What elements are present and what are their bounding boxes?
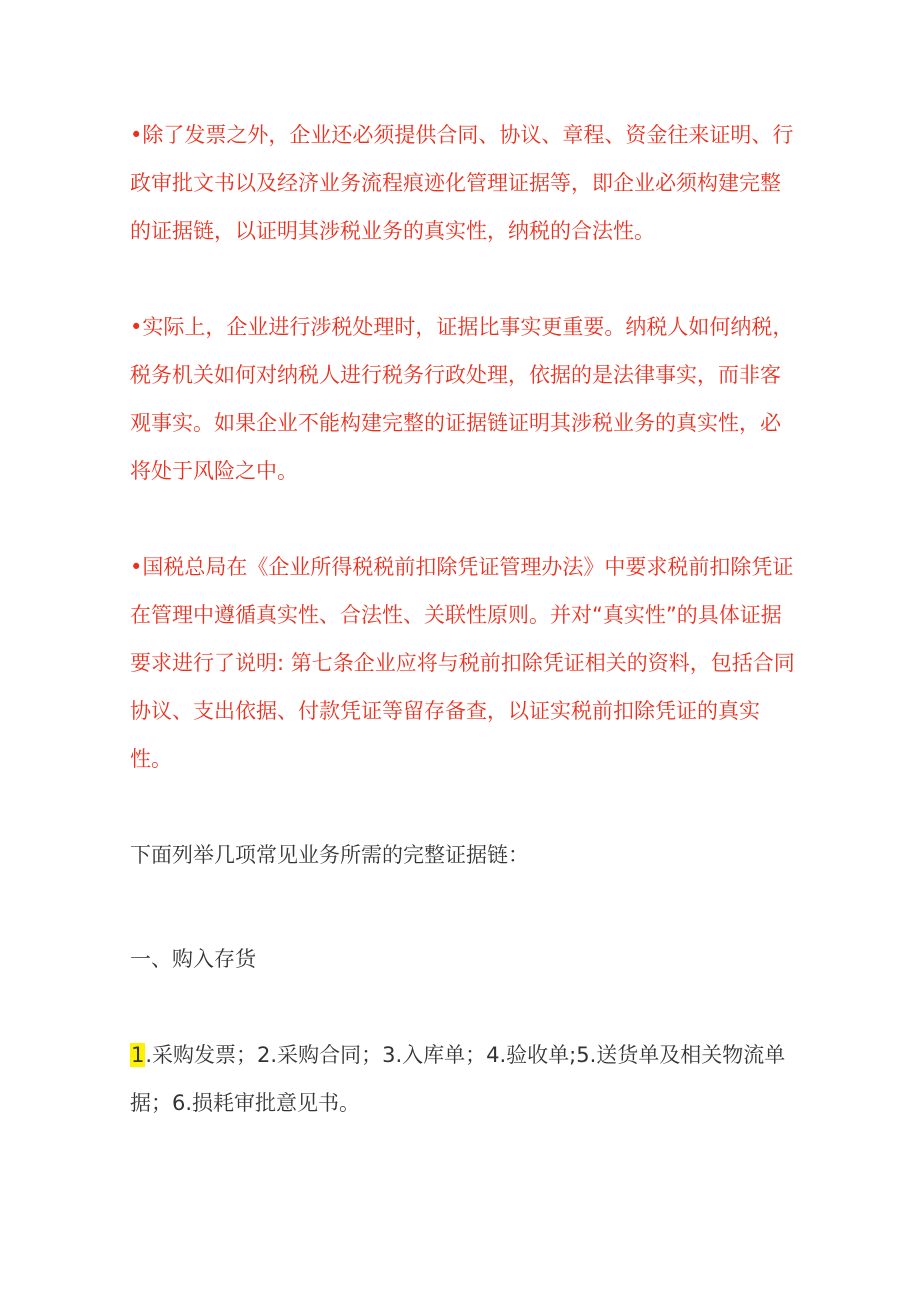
highlighted-number: 1 <box>131 1043 145 1067</box>
paragraph-legal-facts: •实际上，企业进行涉税处理时，证据比事实更重要。纳税人如何纳税，税务机关如何对纳税人进行税务行政处理，依据的是法律事实，而非客观事实。如果企业不能构建完整的证据链证明其涉税业务的真实性，必将处于风险之中。 <box>130 315 794 483</box>
paragraph-evidence-chain: •除了发票之外，企业还必须提供合同、协议、章程、资金往来证明、行政审批文书以及经济业务流程痕迹化管理证据等，即企业必须构建完整的证据链，以证明其涉税业务的真实性，纳税的合法性。 <box>130 123 794 243</box>
paragraph-tax-regulation: •国税总局在《企业所得税税前扣除凭证管理办法》中要求税前扣除凭证在管理中遵循真实性、合法性、关联性原则。并对“真实性”的具体证据要求进行了说明: 第七条企业应将与税前扣除凭证相关的资料，包括合同协议、支出依据、付款凭证等留存备查，以证实税前扣除凭证的真实性。 <box>130 555 795 771</box>
paragraph-intro-list: 下面列举几项常见业务所需的完整证据链： <box>130 843 529 867</box>
purchase-evidence-text: .采购发票；2.采购合同；3.入库单；4.验收单;5.送货单及相关物流单据；6.损耗审批意见书。 <box>130 1043 786 1115</box>
section-heading-purchase-inventory: 一、购入存货 <box>130 947 256 971</box>
paragraph-purchase-evidence-list <box>130 1031 800 1127</box>
